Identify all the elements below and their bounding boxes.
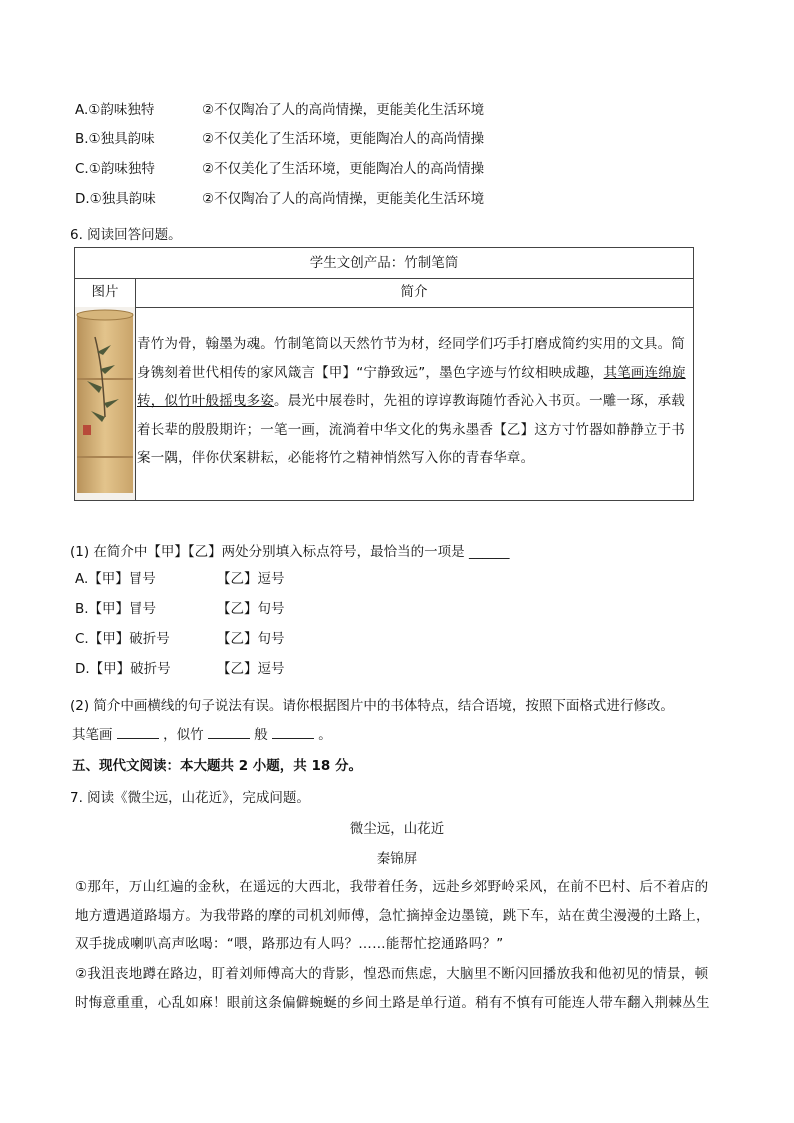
intro-text-post: 。晨光中展卷时，先祖的谆谆教诲随竹香沁入书页。一雕一琢，承载着长辈的殷殷期许；一笔一画，流淌着中华文化的隽永墨香【乙】这方寸竹器如静静立于书案一隅，伴你伏案耕耘，必能将竹之精神悄然写入你的青春华章。 [137, 393, 685, 466]
section-heading: 五、现代文阅读：本大题共 2 小题，共 18 分。 [72, 758, 362, 774]
q5-option-a-letter: A.①韵味独特 [75, 102, 155, 118]
q7-stem: 7. 阅读《微尘远，山花近》，完成问题。 [70, 790, 310, 806]
article-title: 微尘远，山花近 [349, 821, 445, 837]
format-part-3: 般 [254, 727, 268, 743]
table-header [75, 278, 693, 308]
table-body [75, 307, 693, 500]
bamboo-pen-holder-image [75, 307, 136, 500]
sub1-option-d: D.【甲】破折号 [75, 661, 171, 677]
format-part-2: ，似竹 [163, 727, 204, 743]
q6-sub1: (1) 在简介中【甲】【乙】两处分别填入标点符号，最恰当的一项是 ______ [70, 544, 510, 560]
format-part-4: 。 [318, 727, 332, 743]
product-table [74, 247, 694, 501]
q5-option-b-letter: B.①独具韵味 [75, 131, 155, 147]
sub1-option-b: B.【甲】冒号 [75, 601, 157, 617]
q6-stem: 6. 阅读回答问题。 [70, 227, 182, 243]
q5-option-d-letter: D.①独具韵味 [75, 191, 156, 207]
rewrite-format [72, 723, 332, 743]
col-header-picture: 图片 [75, 278, 136, 307]
q5-option-c-text: ②不仅美化了生活环境，更能陶冶人的高尚情操 [202, 161, 485, 177]
article-paragraph-2: ②我沮丧地蹲在路边，盯着刘师傅高大的背影，惶恐而焦虑，大脑里不断闪回播放我和他初见的情景，顿时悔意重重，心乱如麻！眼前这条偏僻蜿蜒的乡间土路是单行道。稍有不慎有可能连人带车翻入荆棘丛生 [75, 966, 710, 1011]
table-title: 学生文创产品：竹制笔筒 [75, 248, 693, 279]
product-intro [137, 330, 687, 473]
sub1-option-b-b: 【乙】句号 [217, 601, 285, 617]
sub1-option-a: A.【甲】冒号 [75, 571, 156, 587]
sub1-option-a-b: 【乙】逗号 [217, 571, 285, 587]
answer-blank-2[interactable] [208, 726, 250, 739]
intro-text-pre: 青竹为骨，翰墨为魂。竹制笔筒以天然竹节为材，经同学们巧手打磨成简约实用的文具。简身镌刻着世代相传的家风箴言【甲】“宁静致远”，墨色字迹与竹纹相映成趣， [137, 336, 685, 381]
sub1-option-c-b: 【乙】句号 [217, 631, 285, 647]
answer-blank-1[interactable] [117, 726, 159, 739]
q6-sub2: (2) 简介中画横线的句子说法有误。请你根据图片中的书体特点，结合语境，按照下面格式进行修改。 [70, 698, 674, 714]
q5-option-a-text: ②不仅陶冶了人的高尚情操，更能美化生活环境 [202, 102, 485, 118]
format-part-1: 其笔画 [72, 727, 113, 743]
sub1-option-d-b: 【乙】逗号 [217, 661, 285, 677]
answer-blank-3[interactable] [272, 726, 314, 739]
q5-option-c-letter: C.①韵味独特 [75, 161, 155, 177]
q5-option-b-text: ②不仅美化了生活环境，更能陶冶人的高尚情操 [202, 131, 485, 147]
intro-underlined-sentence: 其笔画连绵旋转，似竹叶般摇曳多姿 [137, 364, 686, 409]
sub1-option-c: C.【甲】破折号 [75, 631, 170, 647]
article-author: 秦锦屏 [376, 851, 418, 867]
col-header-intro: 简介 [400, 284, 428, 300]
q5-option-d-text: ②不仅陶冶了人的高尚情操，更能美化生活环境 [202, 191, 485, 207]
bamboo-pen-holder-icon [75, 307, 135, 500]
article-paragraph-1: ①那年，万山红遍的金秋，在遥远的大西北，我带着任务，远赴乡郊野岭采风，在前不巴村、后不着店的地方遭遇道路塌方。为我带路的摩的司机刘师傅，急忙摘掉金边墨镜，跳下车，站在黄尘漫漫的土路上，双手拢成喇叭高声吆喝：“喂，路那边有人吗？……能帮忙挖通路吗？” [75, 879, 710, 952]
